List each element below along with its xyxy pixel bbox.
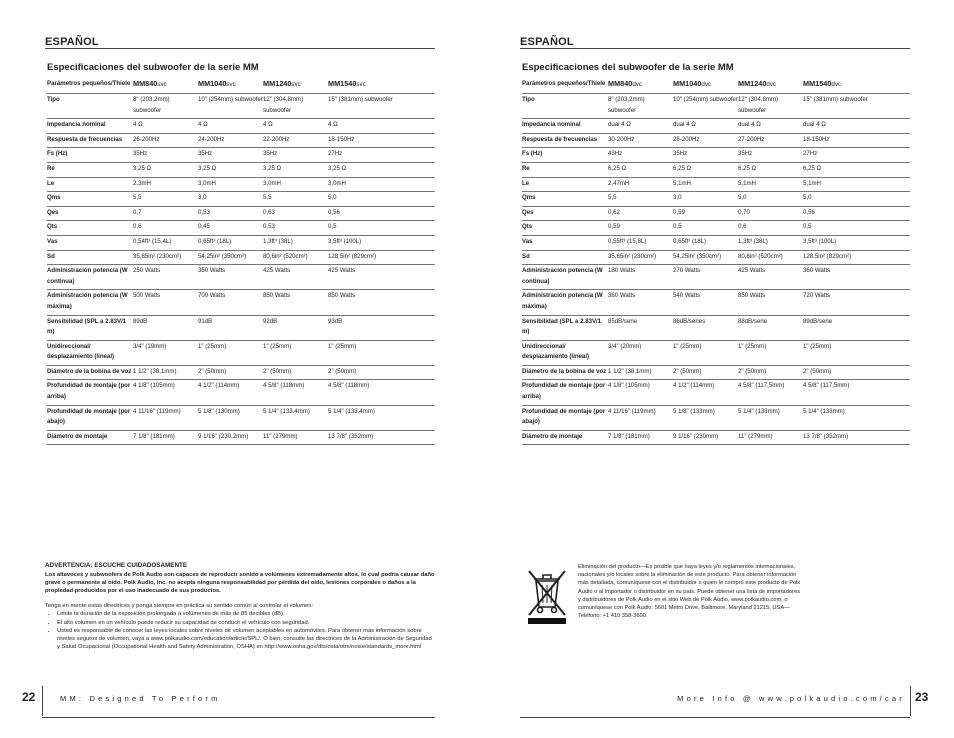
- table-cell: 92dB: [263, 315, 328, 340]
- table-row: [522, 221, 910, 236]
- table-row: [47, 133, 435, 148]
- table-cell: 1" (25mm): [263, 340, 328, 365]
- row-label: Qms: [47, 192, 133, 207]
- table-cell: 6,25 Ω: [608, 162, 673, 177]
- table-cell: 12" (304,8mm) subwoofer: [263, 94, 328, 119]
- table-row: [47, 94, 435, 119]
- table-cell: 35Hz: [198, 148, 263, 163]
- table-cell: 8" (203,2mm) subwoofer: [133, 94, 198, 119]
- table-cell: 5,5: [133, 192, 198, 207]
- section-heading: ESPAÑOL: [520, 36, 574, 48]
- table-cell: 7 1/8" (181mm): [608, 430, 673, 445]
- table-cell: 88dB/serie: [738, 315, 803, 340]
- footer-tagline: MM: Designed To Perform: [60, 694, 221, 703]
- page-title: Especificaciones del subwoofer de la serie MM: [47, 62, 259, 73]
- page-number: 22: [22, 690, 36, 704]
- warning-bold-text: Los altavoces y subwoofers de Polk Audio son capaces de reproducir sonido a volúmenes extremadamente altos, lo cual podría causar daño grave o permanente al oído. Polk Audio, Inc. no acepta ninguna responsabilidad por pérdida del oído, lesiones corporales o daños a la propiedad producidos por el uso inadecuado de sus productos.: [45, 572, 435, 595]
- model-number: MM1040: [198, 79, 227, 88]
- model-number: MM840: [608, 79, 633, 88]
- row-label: Tipo: [47, 94, 133, 119]
- table-cell: 11" (279mm): [738, 430, 803, 445]
- list-item: • Limite la duración de la exposición prolongada a volúmenes de más de 85 decibles (dB).: [57, 610, 435, 618]
- footer-divider: [42, 686, 43, 716]
- warning-title: ADVERTENCIA: ESCUCHE CUIDADOSAMENTE: [45, 562, 188, 569]
- footer-divider: [910, 686, 911, 716]
- table-cell: 850 Watts: [738, 290, 803, 315]
- section-heading: ESPAÑOL: [45, 36, 99, 48]
- table-cell: 18-150Hz: [803, 133, 910, 148]
- table-row: [47, 380, 435, 405]
- table-cell: 11" (279mm): [263, 430, 328, 445]
- list-item: • Usted es responsable de conocer las leyes locales sobre niveles de volumen aceptables en automóviles. Para obtener más información sobre niveles seguros de volumen, vaya a www.polkaudio.com/education/article/SPL/. O bien, consulte las directrices de la Administración de Seguridad y Salud Ocupacional (Occupational Health and Safety Administration, OSHA) en http://www.osha.gov/dts/osta/otm/noise/standards_more.html: [57, 627, 435, 651]
- table-row: [47, 119, 435, 134]
- page-left: [45, 0, 435, 738]
- row-label: Qts: [522, 221, 608, 236]
- table-cell: 2" (50mm): [738, 365, 803, 380]
- warning-intro: Tenga en mente estas directrices y ponga siempre en práctica su sentido común al controlar el volumen:: [45, 603, 314, 610]
- row-label: Profundidad de montaje (por abajo): [522, 405, 608, 430]
- table-cell: 5 1/8" (130mm): [198, 405, 263, 430]
- table-cell: 4 Ω: [133, 119, 198, 134]
- model-number: MM840: [133, 79, 158, 88]
- row-label: Respuesta de frecuencias: [47, 133, 133, 148]
- table-cell: 4 1/2" (114mm): [673, 380, 738, 405]
- table-cell: 5 1/4" (133mm): [738, 405, 803, 430]
- row-label: Sd: [522, 250, 608, 265]
- table-cell: 2,3mH: [133, 177, 198, 192]
- table-cell: 4 5/8" (117,5mm): [738, 380, 803, 405]
- table-cell: 13 7/8" (352mm): [803, 430, 910, 445]
- model-header: [673, 78, 738, 94]
- table-cell: 3,0mH: [198, 177, 263, 192]
- table-cell: 3,0mH: [263, 177, 328, 192]
- table-cell: 425 Watts: [738, 265, 803, 290]
- row-label: Vas: [522, 235, 608, 250]
- model-number: MM1040: [673, 79, 702, 88]
- table-cell: 35Hz: [673, 148, 738, 163]
- table-header-row: [522, 78, 910, 94]
- row-label: Qes: [522, 206, 608, 221]
- table-cell: 6,25 Ω: [803, 162, 910, 177]
- table-row: [47, 265, 435, 290]
- table-cell: 128,5in² (829cm²): [803, 250, 910, 265]
- table-row: [47, 365, 435, 380]
- table-cell: 0,70: [738, 206, 803, 221]
- row-label: Vas: [47, 235, 133, 250]
- table-cell: 0,45: [198, 221, 263, 236]
- table-cell: 5,1mH: [673, 177, 738, 192]
- model-header: [803, 78, 910, 94]
- table-cell: 30-200Hz: [608, 133, 673, 148]
- table-cell: 360 Watts: [608, 290, 673, 315]
- table-cell: 28-200Hz: [673, 133, 738, 148]
- table-cell: 0,65ft³ (18L): [673, 235, 738, 250]
- table-cell: 0,55ft³ (15,8L): [608, 235, 673, 250]
- footer-rule: [520, 717, 910, 718]
- table-cell: 5,0: [738, 192, 803, 207]
- table-cell: dual 4 Ω: [738, 119, 803, 134]
- table-cell: 5,5: [608, 192, 673, 207]
- table-row: [522, 315, 910, 340]
- disposal-notice: Eliminación del producto—Es posible que haya leyes y/o reglamentos internacionales, nacionales y/o locales sobre la eliminación de este producto. Para obtener información más detallada, comuníquese con el distribuidor o quien le compró este producto de Polk Audio o al importador o distribuidor en su país. Puede obtener una lista de importadores y distribuidores de Polk Audio en el sitio Web de Polk Audio, www.polkaudio.com, o comuníquese con Polk Audio: 5601 Metro Drive, Baltimore, Maryland 21215, USA—Teléfono: +1 410 358-3600.: [578, 564, 801, 620]
- model-suffix: dvc: [701, 81, 712, 88]
- table-cell: 3,0mH: [328, 177, 435, 192]
- table-cell: 850 Watts: [263, 290, 328, 315]
- table-cell: 1" (25mm): [738, 340, 803, 365]
- table-cell: 270 Watts: [673, 265, 738, 290]
- table-cell: 35Hz: [133, 148, 198, 163]
- page-title: Especificaciones del subwoofer de la serie MM: [522, 62, 734, 73]
- table-cell: 5,5: [263, 192, 328, 207]
- table-cell: 18-150Hz: [328, 133, 435, 148]
- table-cell: 0,53: [263, 221, 328, 236]
- table-cell: 2,47mH: [608, 177, 673, 192]
- table-cell: 1 1/2" (38,1mm): [608, 365, 673, 380]
- table-cell: 43Hz: [608, 148, 673, 163]
- table-cell: 35,65in² (230cm²): [133, 250, 198, 265]
- table-cell: 0,54ft³ (15,4L): [133, 235, 198, 250]
- model-header: [133, 78, 198, 94]
- table-cell: 3/4" (20mm): [608, 340, 673, 365]
- list-item: • El alto volumen en un vehículo puede reducir su capacidad de conducir el vehículo con seguridad.: [57, 619, 435, 627]
- table-cell: 5 1/8" (133mm): [673, 405, 738, 430]
- row-label: Administración potencia (W continua): [47, 265, 133, 290]
- table-row: [47, 315, 435, 340]
- table-cell: 13 7/8" (352mm): [328, 430, 435, 445]
- row-label: Qes: [47, 206, 133, 221]
- table-row: [522, 148, 910, 163]
- row-label: Le: [47, 177, 133, 192]
- model-header: [263, 78, 328, 94]
- table-cell: 250 Watts: [133, 265, 198, 290]
- table-cell: 360 Watts: [803, 265, 910, 290]
- table-cell: 1,3ft³ (38L): [263, 235, 328, 250]
- row-label: Respuesta de frecuencias: [522, 133, 608, 148]
- table-cell: 425 Watts: [328, 265, 435, 290]
- table-cell: 54,25in² (350cm²): [673, 250, 738, 265]
- table-row: [522, 133, 910, 148]
- table-cell: 0,65ft³ (18L): [198, 235, 263, 250]
- table-cell: 0,63: [263, 206, 328, 221]
- table-cell: 3,0: [198, 192, 263, 207]
- table-cell: 4 Ω: [328, 119, 435, 134]
- table-cell: 15" (381mm) subwoofer: [328, 94, 435, 119]
- table-cell: 850 Watts: [328, 290, 435, 315]
- table-row: [522, 94, 910, 119]
- header-label: Parámetros pequeños/Thiele: [522, 78, 608, 94]
- table-row: [47, 235, 435, 250]
- model-number: MM1240: [263, 79, 292, 88]
- table-cell: 35,65in² (230cm²): [608, 250, 673, 265]
- table-row: [47, 206, 435, 221]
- row-label: Diámetro de montaje: [47, 430, 133, 445]
- table-cell: 86dB/series: [673, 315, 738, 340]
- table-row: [47, 148, 435, 163]
- table-row: [522, 235, 910, 250]
- crossed-out-wheeled-bin-icon: [524, 563, 570, 625]
- model-number: MM1540: [328, 79, 357, 88]
- row-label: Fs (Hz): [522, 148, 608, 163]
- table-cell: 425 Watts: [263, 265, 328, 290]
- table-cell: 5 1/4" (133.4mm): [328, 405, 435, 430]
- table-cell: 24-200Hz: [198, 133, 263, 148]
- table-row: [522, 206, 910, 221]
- row-label: Profundidad de montaje (por arriba): [522, 380, 608, 405]
- table-cell: 93dB: [328, 315, 435, 340]
- table-cell: 54,25in² (350cm²): [198, 250, 263, 265]
- row-label: Sensibilidad (SPL a 2.83V/1 m): [47, 315, 133, 340]
- table-cell: 5 1/4" (133mm): [803, 405, 910, 430]
- table-cell: 35Hz: [263, 148, 328, 163]
- spec-table: [47, 78, 435, 445]
- table-cell: 3,25 Ω: [263, 162, 328, 177]
- table-row: [522, 177, 910, 192]
- row-label: Fs (Hz): [47, 148, 133, 163]
- table-row: [47, 430, 435, 445]
- table-cell: 7 1/8" (181mm): [133, 430, 198, 445]
- row-label: Diámetro de montaje: [522, 430, 608, 445]
- table-header-row: [47, 78, 435, 94]
- table-cell: 720 Watts: [803, 290, 910, 315]
- table-cell: dual 4 Ω: [673, 119, 738, 134]
- table-cell: 9 1/16" (230mm): [673, 430, 738, 445]
- row-label: Le: [522, 177, 608, 192]
- table-cell: 1" (25mm): [803, 340, 910, 365]
- table-cell: 4 1/2" (114mm): [198, 380, 263, 405]
- row-label: Re: [522, 162, 608, 177]
- row-label: Administración potencia (W continua): [522, 265, 608, 290]
- table-cell: 1,3ft³ (38L): [738, 235, 803, 250]
- page-number: 23: [915, 690, 929, 704]
- table-cell: 700 Watts: [198, 290, 263, 315]
- table-cell: dual 4 Ω: [608, 119, 673, 134]
- table-cell: 2" (50mm): [673, 365, 738, 380]
- table-cell: 0,5: [328, 221, 435, 236]
- row-label: Diámetro de la bobina de voz: [522, 365, 608, 380]
- table-cell: 1" (25mm): [673, 340, 738, 365]
- table-cell: 4 Ω: [198, 119, 263, 134]
- model-suffix: svc: [356, 81, 366, 88]
- row-label: Administración potencia (W máxima): [47, 290, 133, 315]
- table-row: [47, 162, 435, 177]
- top-rule: [520, 48, 910, 49]
- table-cell: 89dB: [133, 315, 198, 340]
- table-cell: 2" (50mm): [263, 365, 328, 380]
- model-header: [198, 78, 263, 94]
- table-cell: 0,59: [608, 221, 673, 236]
- table-row: [47, 405, 435, 430]
- table-cell: 10" (254mm) subwoofer: [673, 94, 738, 119]
- model-suffix: dvc: [766, 81, 777, 88]
- row-label: Profundidad de montaje (por arriba): [47, 380, 133, 405]
- spec-table: [522, 78, 910, 445]
- page-right: [520, 0, 910, 738]
- table-cell: 4 1/8" (105mm): [133, 380, 198, 405]
- row-label: Unidireccional/ desplazamiento (lineal): [522, 340, 608, 365]
- row-label: Tipo: [522, 94, 608, 119]
- table-cell: 350 Watts: [198, 265, 263, 290]
- row-label: Profundidad de montaje (por abajo): [47, 405, 133, 430]
- row-label: Qms: [522, 192, 608, 207]
- table-cell: 4 5/8" (118mm): [328, 380, 435, 405]
- table-cell: 180 Watts: [608, 265, 673, 290]
- table-cell: 4 11/16" (119mm): [608, 405, 673, 430]
- model-suffix: svc: [291, 81, 301, 88]
- table-cell: 0,6: [738, 221, 803, 236]
- table-cell: 0,7: [133, 206, 198, 221]
- table-cell: 3,0: [673, 192, 738, 207]
- table-cell: 0,62: [608, 206, 673, 221]
- row-label: Impedancia nominal: [47, 119, 133, 134]
- table-cell: 3,5ft³ (100L): [803, 235, 910, 250]
- table-cell: 80,6in² (520cm²): [738, 250, 803, 265]
- model-header: [738, 78, 803, 94]
- table-cell: 540 Watts: [673, 290, 738, 315]
- table-cell: 0,5: [673, 221, 738, 236]
- table-row: [522, 192, 910, 207]
- row-label: Sd: [47, 250, 133, 265]
- table-cell: 85dB/serie: [608, 315, 673, 340]
- model-suffix: svc: [157, 81, 167, 88]
- table-row: [522, 405, 910, 430]
- footer-rule: [42, 717, 435, 718]
- model-suffix: dvc: [831, 81, 842, 88]
- table-cell: 5 1/4" (133.4mm): [263, 405, 328, 430]
- table-row: [47, 340, 435, 365]
- row-label: Re: [47, 162, 133, 177]
- warning-block: [45, 562, 435, 651]
- model-number: MM1240: [738, 79, 767, 88]
- top-rule: [45, 48, 435, 49]
- table-row: [47, 250, 435, 265]
- table-row: [47, 192, 435, 207]
- row-label: Administración potencia (W máxima): [522, 290, 608, 315]
- table-cell: 3/4" (19mm): [133, 340, 198, 365]
- table-row: [522, 365, 910, 380]
- table-row: [47, 177, 435, 192]
- table-cell: 1 1/2" (38,1mm): [133, 365, 198, 380]
- table-cell: 4 11/16" (119mm): [133, 405, 198, 430]
- table-cell: 91dB: [198, 315, 263, 340]
- row-label: Unidireccional/ desplazamiento (lineal): [47, 340, 133, 365]
- table-cell: 5,1mH: [738, 177, 803, 192]
- table-cell: 26-200Hz: [133, 133, 198, 148]
- table-row: [522, 290, 910, 315]
- table-cell: 2" (50mm): [803, 365, 910, 380]
- table-cell: 500 Watts: [133, 290, 198, 315]
- table-cell: 15" (381mm) subwoofer: [803, 94, 910, 119]
- row-label: Sensibilidad (SPL a 2.83V/1 m): [522, 315, 608, 340]
- model-suffix: svc: [226, 81, 236, 88]
- table-row: [522, 119, 910, 134]
- table-cell: 2" (50mm): [328, 365, 435, 380]
- model-number: MM1540: [803, 79, 832, 88]
- table-cell: 0,5: [803, 221, 910, 236]
- table-cell: 0,56: [328, 206, 435, 221]
- table-row: [522, 380, 910, 405]
- table-cell: 3,5ft³ (100L): [328, 235, 435, 250]
- table-row: [522, 162, 910, 177]
- table-cell: 3,25 Ω: [328, 162, 435, 177]
- table-cell: 22-200Hz: [263, 133, 328, 148]
- table-cell: 4 5/8" (117,5mm): [803, 380, 910, 405]
- table-row: [522, 250, 910, 265]
- table-cell: 4 1/8" (105mm): [608, 380, 673, 405]
- table-cell: 12" (304,8mm) subwoofer: [738, 94, 803, 119]
- table-cell: 128,5in² (829cm²): [328, 250, 435, 265]
- row-label: Qts: [47, 221, 133, 236]
- table-cell: 3,25 Ω: [198, 162, 263, 177]
- table-cell: 27Hz: [803, 148, 910, 163]
- table-cell: 80,6in² (520cm²): [263, 250, 328, 265]
- footer-url: More Info @ www.polkaudio.com/car: [677, 694, 905, 703]
- table-cell: 9 1/16" (230.2mm): [198, 430, 263, 445]
- table-row: [47, 221, 435, 236]
- table-cell: 1" (25mm): [198, 340, 263, 365]
- table-cell: 6,25 Ω: [738, 162, 803, 177]
- table-cell: 5,0: [803, 192, 910, 207]
- header-label: Parámetros pequeños/Thiele: [47, 78, 133, 94]
- table-cell: 27-200Hz: [738, 133, 803, 148]
- table-row: [522, 430, 910, 445]
- table-cell: 10" (254mm) subwoofer: [198, 94, 263, 119]
- row-label: Diámetro de la bobina de voz: [47, 365, 133, 380]
- table-cell: 3,25 Ω: [133, 162, 198, 177]
- table-cell: 35Hz: [738, 148, 803, 163]
- table-cell: 8" (203,2mm) subwoofer: [608, 94, 673, 119]
- table-cell: 0,59: [673, 206, 738, 221]
- table-cell: 0,6: [133, 221, 198, 236]
- table-cell: 4 Ω: [263, 119, 328, 134]
- warning-list: [45, 610, 435, 650]
- table-cell: 4 5/8" (118mm): [263, 380, 328, 405]
- table-cell: 6,25 Ω: [673, 162, 738, 177]
- table-row: [47, 290, 435, 315]
- model-header: [328, 78, 435, 94]
- model-suffix: dvc: [632, 81, 642, 88]
- table-cell: 0,53: [198, 206, 263, 221]
- table-cell: 0,56: [803, 206, 910, 221]
- table-cell: 89dB/serie: [803, 315, 910, 340]
- row-label: Impedancia nominal: [522, 119, 608, 134]
- model-header: [608, 78, 673, 94]
- table-row: [522, 340, 910, 365]
- table-cell: 5,0: [328, 192, 435, 207]
- table-cell: 27Hz: [328, 148, 435, 163]
- table-cell: 5,1mH: [803, 177, 910, 192]
- table-cell: dual 4 Ω: [803, 119, 910, 134]
- table-row: [522, 265, 910, 290]
- table-cell: 1" (25mm): [328, 340, 435, 365]
- table-cell: 2" (50mm): [198, 365, 263, 380]
